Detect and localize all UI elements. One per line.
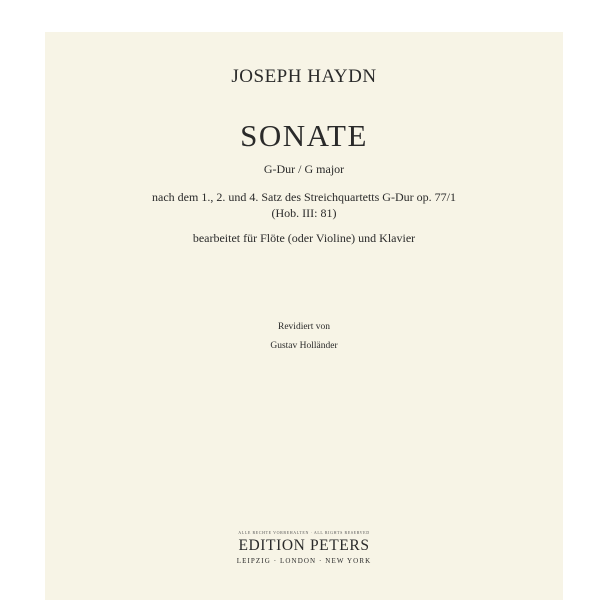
reviser-name: Gustav Holländer <box>270 341 338 351</box>
revised-by-label: Revidiert von <box>278 322 330 332</box>
work-title: SONATE <box>240 118 368 153</box>
composer-name: JOSEPH HAYDN <box>231 66 377 87</box>
key-signature: G-Dur / G major <box>263 162 345 176</box>
publisher-name: EDITION PETERS <box>238 537 370 554</box>
catalog-number: (Hob. III: 81) <box>271 206 337 220</box>
rights-notice: ALLE RECHTE VORBEHALTEN · ALL RIGHTS RESERVED <box>238 530 370 535</box>
source-note: nach dem 1., 2. und 4. Satz des Streichquartetts G-Dur op. 77/1 <box>152 190 456 204</box>
title-page <box>45 32 563 600</box>
publisher-cities: LEIPZIG · LONDON · NEW YORK <box>236 557 372 565</box>
arrangement-note: bearbeitet für Flöte (oder Violine) und Klavier <box>192 231 416 245</box>
